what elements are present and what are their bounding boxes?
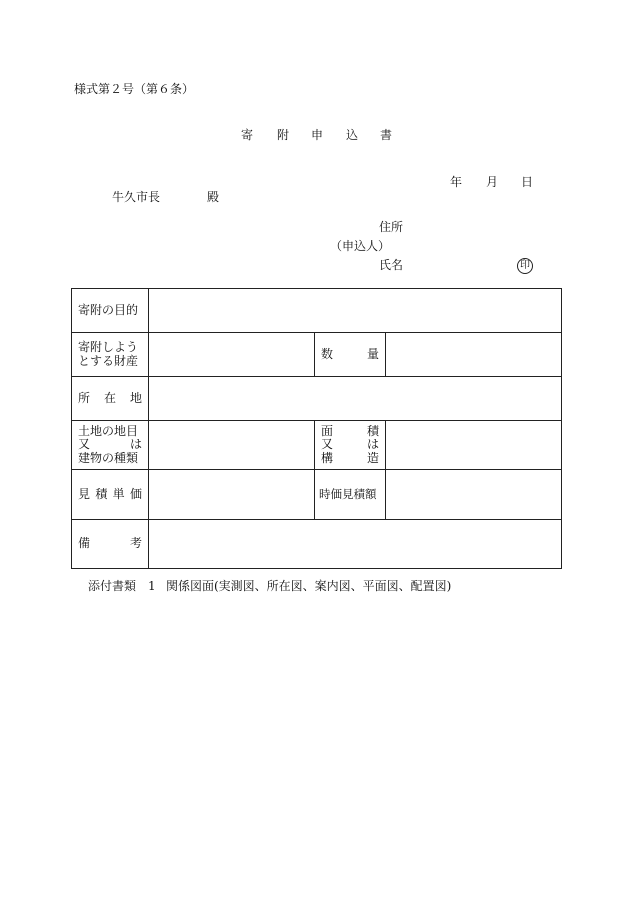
remarks-label-char: 備 bbox=[78, 536, 91, 551]
location-label-char: 在 bbox=[103, 390, 116, 405]
market-value-field[interactable] bbox=[386, 470, 562, 520]
location-label-char: 所 bbox=[78, 390, 91, 405]
land-label-line: 土地の地目 bbox=[78, 424, 139, 439]
applicant-address-label: 住所 bbox=[379, 220, 404, 234]
remarks-label-char: 考 bbox=[129, 536, 142, 551]
area-structure-label bbox=[315, 421, 386, 470]
land-building-label bbox=[72, 421, 149, 470]
table-row bbox=[72, 470, 562, 520]
attachments-label: 添付書類 bbox=[88, 579, 137, 593]
land-building-field[interactable] bbox=[149, 421, 315, 470]
property-field[interactable] bbox=[149, 333, 315, 377]
purpose-label: 寄附の目的 bbox=[72, 289, 149, 333]
addressee-name: 牛久市長 bbox=[112, 190, 161, 204]
remarks-label bbox=[72, 520, 149, 569]
property-label-line: とする財産 bbox=[78, 353, 139, 368]
land-label-char: 又 bbox=[78, 437, 91, 452]
donation-form-table bbox=[71, 288, 562, 569]
table-row bbox=[72, 333, 562, 377]
form-number: 様式第２号（第６条） bbox=[74, 82, 195, 96]
addressee-honorific: 殿 bbox=[207, 190, 220, 204]
title-char: 込 bbox=[346, 128, 359, 142]
table-row bbox=[72, 421, 562, 470]
attachments-number: 1 bbox=[148, 579, 156, 593]
location-field[interactable] bbox=[149, 377, 562, 421]
title-char: 附 bbox=[277, 128, 290, 142]
property-label-line: 寄附しよう bbox=[78, 340, 139, 355]
title-char: 申 bbox=[311, 128, 324, 142]
table-row bbox=[72, 377, 562, 421]
location-label-char: 地 bbox=[129, 390, 142, 405]
land-label-char: は bbox=[129, 437, 142, 452]
quantity-label-char: 量 bbox=[366, 346, 379, 361]
purpose-field[interactable] bbox=[149, 289, 562, 333]
area-label-char: 構 bbox=[321, 450, 334, 465]
area-label-char: 造 bbox=[366, 450, 379, 465]
date-day: 日 bbox=[521, 175, 534, 189]
area-structure-field[interactable] bbox=[386, 421, 562, 470]
area-label-char: 面 bbox=[321, 424, 334, 439]
applicant-name-label: 氏名 bbox=[379, 258, 404, 272]
estimate-field[interactable] bbox=[149, 470, 315, 520]
estimate-label-char: 単 bbox=[112, 486, 125, 501]
table-row bbox=[72, 289, 562, 333]
area-label-char: 積 bbox=[366, 424, 379, 439]
quantity-label-char: 数 bbox=[321, 346, 334, 361]
estimate-label-char: 見 bbox=[78, 486, 91, 501]
remarks-field[interactable] bbox=[149, 520, 562, 569]
market-value-label: 時価見積額 bbox=[315, 470, 386, 520]
estimate-label-char: 積 bbox=[95, 486, 108, 501]
attachments-text: 関係図面(実測図、所在図、案内図、平面図、配置図) bbox=[166, 579, 452, 593]
seal-mark: 印 bbox=[517, 258, 533, 274]
date-year: 年 bbox=[450, 175, 463, 189]
title-char: 寄 bbox=[241, 128, 254, 142]
title-char: 書 bbox=[380, 128, 393, 142]
estimate-label bbox=[72, 470, 149, 520]
area-label-char: は bbox=[366, 437, 379, 452]
estimate-label-char: 価 bbox=[129, 486, 142, 501]
date-month: 月 bbox=[486, 175, 499, 189]
land-label-line: 建物の種類 bbox=[78, 450, 139, 465]
table-row bbox=[72, 520, 562, 569]
quantity-field[interactable] bbox=[386, 333, 562, 377]
quantity-label bbox=[315, 333, 386, 377]
applicant-role-label: （申込人） bbox=[330, 239, 391, 253]
property-label bbox=[72, 333, 149, 377]
area-label-char: 又 bbox=[321, 437, 334, 452]
location-label bbox=[72, 377, 149, 421]
